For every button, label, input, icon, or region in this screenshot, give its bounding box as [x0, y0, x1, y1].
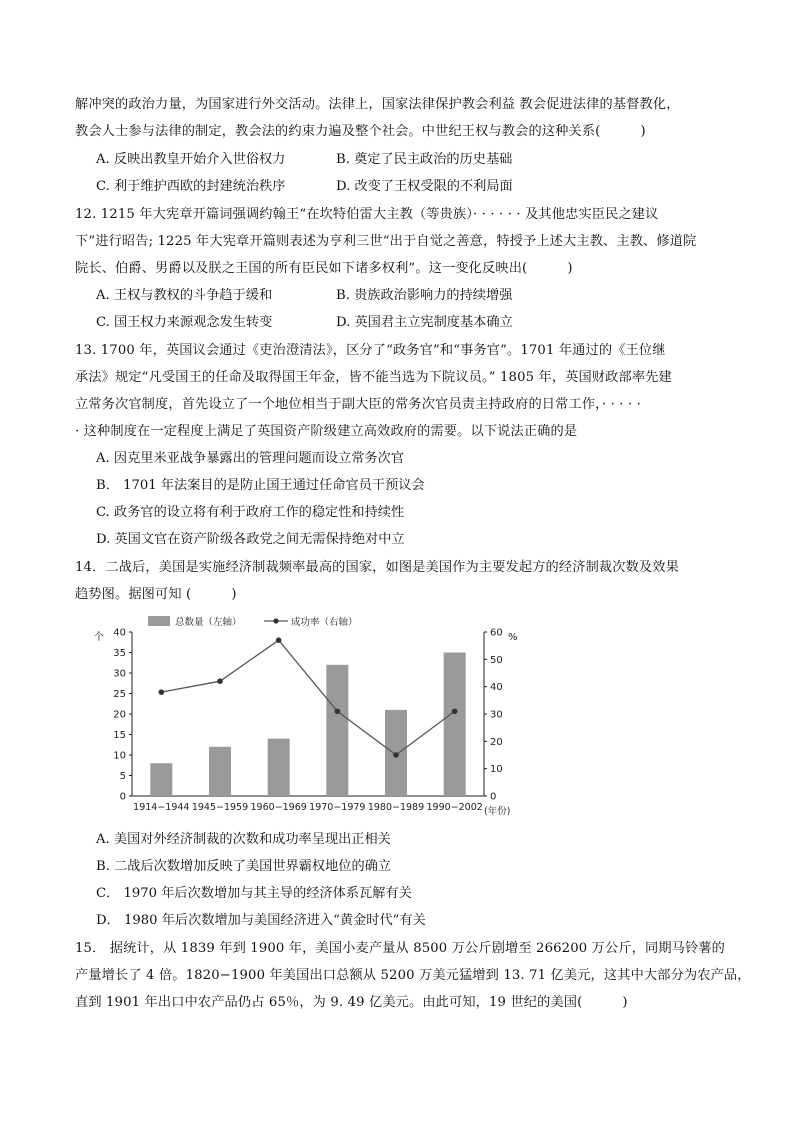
q15-text-line2: 产量增长了 4 倍。1820−1900 年美国出口总额从 5200 万美元猛增到 13. 71 亿美元，这其中大部分为农产品，	[75, 968, 751, 983]
right-tick-label: 30	[490, 709, 503, 721]
q13-text-line1: 13. 1700 年，英国议会通过《吏治澄清法》，区分了“政务官”和“事务官”。1701 年通过的《王位继	[75, 343, 666, 358]
bar-total-count	[444, 653, 466, 797]
right-tick-label: 10	[490, 764, 503, 776]
left-tick-label: 10	[113, 750, 126, 762]
q12-option-a: A. 王权与教权的斗争趋于缓和	[96, 288, 273, 303]
left-tick-label: 0	[119, 791, 126, 803]
success-rate-point	[159, 689, 165, 695]
success-rate-point	[393, 752, 399, 758]
q11-option-b: B. 奠定了民主政治的历史基础	[336, 152, 513, 167]
success-rate-line	[161, 640, 454, 755]
right-tick-label: 20	[490, 736, 503, 748]
q13-text-line4: · 这种制度在一定程度上满足了英国资产阶级建立高效政府的需要。以下说法正确的是	[75, 424, 578, 439]
q12-text-line3: 院长、伯爵、男爵以及朕之王国的所有臣民如下诸多权利”。这一变化反映出( )	[75, 261, 573, 276]
left-tick-label: 15	[113, 730, 126, 741]
sanctions-chart	[88, 612, 528, 822]
q14-text-line2: 趋势图。据图可知 ( )	[75, 587, 237, 602]
x-tick-label: 1914−1944	[133, 802, 190, 813]
bar-total-count	[326, 665, 348, 796]
q12-option-b: B. 贵族政治影响力的持续增强	[336, 288, 513, 303]
q12-text-line2: 下”进行昭告; 1225 年大宪章开篇则表述为亨利三世“出于自觉之善意，特授予上述大主教、主教、修道院	[75, 234, 697, 249]
left-tick-label: 20	[113, 709, 126, 721]
x-tick-label: 1970−1979	[309, 802, 366, 813]
left-tick-label: 25	[113, 689, 126, 700]
q11-text-line2: 教会人士参与法律的制定，教会法的约束力遍及整个社会。中世纪王权与教会的这种关系( )	[75, 124, 646, 139]
success-rate-point	[335, 708, 341, 714]
legend-line-marker	[273, 618, 278, 623]
q15-text-line3: 直到 1901 年出口中农产品仍占 65％，为 9. 49 亿美元。由此可知，19 世纪的美国( )	[75, 995, 628, 1010]
legend-bar-swatch	[148, 616, 170, 626]
q14-option-b: B. 二战后次数增加反映了美国世界霸权地位的确立	[96, 859, 392, 874]
legend-line-label: 成功率（右轴）	[291, 617, 358, 628]
q15-text-line1: 15． 据统计，从 1839 年到 1900 年，美国小麦产量从 8500 万公斤剧增至 266200 万公斤，同期马铃薯的	[75, 941, 726, 956]
x-tick-label: 1990−2002	[426, 802, 483, 813]
bar-total-count	[209, 747, 231, 796]
q14-option-d: D． 1980 年后次数增加与美国经济进入“黄金时代”有关	[96, 913, 426, 928]
q11-text-line1: 解冲突的政治力量，为国家进行外交活动。法律上，国家法律保护教会利益 教会促进法律的基督教化，	[75, 97, 680, 112]
q13-option-b: B． 1701 年法案目的是防止国王通过任命官员干预议会	[96, 478, 425, 493]
q13-option-a: A. 因克里米亚战争暴露出的管理问题而设立常务次官	[96, 451, 405, 466]
right-tick-label: 40	[490, 682, 503, 694]
q14-option-a: A. 美国对外经济制裁的次数和成功率呈现出正相关	[96, 832, 391, 847]
x-tick-label: 1980−1989	[367, 802, 425, 813]
q11-option-a: A. 反映出教皇开始介入世俗权力	[96, 152, 286, 167]
right-tick-label: 50	[490, 654, 503, 666]
success-rate-point	[276, 637, 282, 643]
legend-bar-label: 总数量（左轴）	[175, 617, 242, 628]
x-tick-label: 1945−1959	[191, 802, 249, 813]
right-tick-label: 0	[490, 791, 497, 803]
q13-option-c: C. 政务官的设立将有利于政府工作的稳定性和持续性	[96, 505, 405, 520]
x-tick-label: 1960−1969	[250, 802, 307, 813]
q12-option-c: C. 国王权力来源观念发生转变	[96, 315, 273, 330]
left-tick-label: 35	[113, 648, 126, 659]
q11-option-c: C. 利于维护西欧的封建统治秩序	[96, 179, 286, 194]
left-tick-label: 40	[113, 627, 126, 639]
q13-text-line3: 立常务次官制度，首先设立了一个地位相当于副大臣的常务次官员责主持政府的日常工作，· · · · ·	[75, 397, 641, 412]
left-axis-unit: 个	[94, 632, 104, 643]
q14-text-line1: 14．二战后，美国是实施经济制裁频率最高的国家，如图是美国作为主要发起方的经济制裁次数及效果	[75, 560, 679, 575]
right-tick-label: 60	[490, 627, 503, 639]
bar-total-count	[150, 763, 172, 796]
q12-option-d: D. 英国君主立宪制度基本确立	[336, 315, 513, 330]
chart-svg	[88, 612, 528, 822]
q11-option-d: D. 改变了王权受限的不利局面	[336, 179, 513, 194]
q13-text-line2: 承法》规定“凡受国王的任命及取得国王年金，皆不能当选为下院议员。” 1805 年，英国财政部率先建	[75, 370, 672, 385]
success-rate-point	[217, 678, 223, 684]
left-tick-label: 5	[119, 771, 126, 782]
q12-text-line1: 12. 1215 年大宪章开篇词强调约翰王“在坎特伯雷大主教（等贵族）· · · · · · 及其他忠实臣民之建议	[75, 207, 659, 222]
success-rate-point	[452, 708, 458, 714]
q13-option-d: D. 英国文官在资产阶级各政党之间无需保持绝对中立	[96, 532, 405, 547]
bar-total-count	[268, 739, 290, 796]
q14-option-c: C． 1970 年后次数增加与其主导的经济体系瓦解有关	[96, 886, 412, 901]
left-tick-label: 30	[113, 668, 126, 680]
right-axis-unit: %	[508, 632, 518, 643]
x-axis-suffix: (年份)	[484, 806, 511, 817]
